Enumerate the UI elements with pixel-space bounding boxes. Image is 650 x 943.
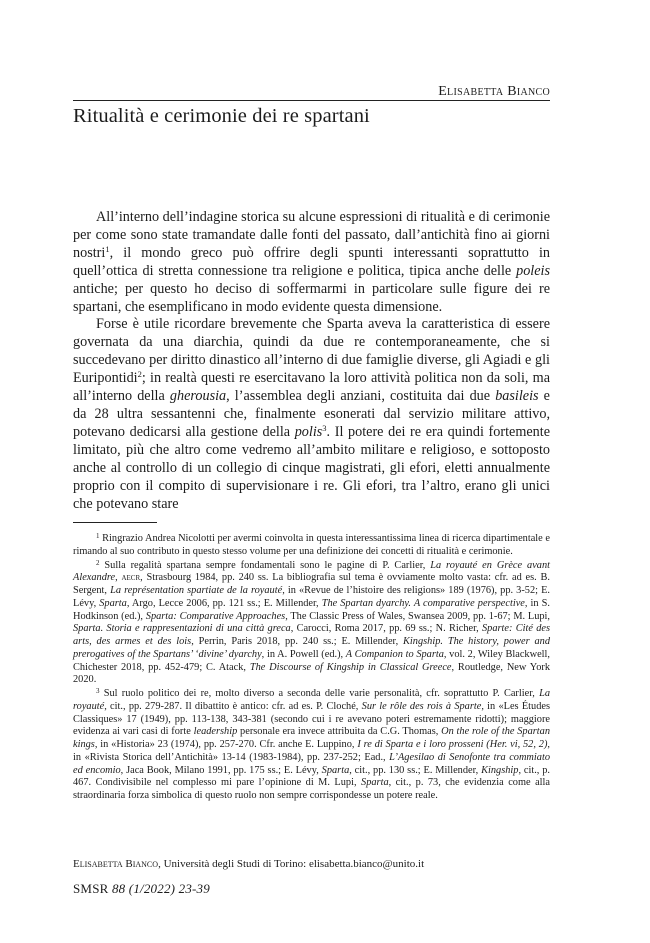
footnote-number: 3 xyxy=(96,687,100,695)
body-text xyxy=(73,209,550,513)
footnote-number: 1 xyxy=(96,532,100,540)
header-rule xyxy=(73,100,550,101)
affiliation-author: Elisabetta Bianco xyxy=(73,858,159,870)
running-head xyxy=(73,84,550,100)
body-paragraph-1: All’interno dell’indagine storica su alcune espressioni di ritualità e di cerimonie per come sono state tramandate dalle fonti del passato, dall’antichità fino ai giorni nostri$^1$, il mondo greco può offrire degli spunti interessanti soprattutto in quell’ottica di stretta connessione tra religione e politica, tipica anche delle poleis antiche; per questo ho deciso di soffermarmi in particolare sulle figure dei re spartani, che esemplificano in modo evidente questa dimensione. xyxy=(73,209,550,315)
affiliation-text: , Università degli Studi di Torino: elisabetta.bianco@unito.it xyxy=(158,858,425,870)
footnote-separator xyxy=(73,522,157,523)
running-head-author: Elisabetta Bianco xyxy=(438,84,550,99)
footnote-ref-2[interactable]: 2 xyxy=(137,369,142,380)
journal-volume: 88 (1/2022) 23-39 xyxy=(111,881,210,896)
journal-reference xyxy=(73,881,210,897)
footnotes xyxy=(73,533,550,804)
footnote-number: 2 xyxy=(96,558,100,567)
author-affiliation xyxy=(73,858,424,870)
footnote-3: $^3$ Sul ruolo politico dei re, molto diverso a seconda delle varie personalità, cfr. soprattutto P. Carlier, La royauté, cit., pp. 279-287. Il dibattito è antico: cfr. ad es. P. Cloché, Sur le rôle des rois à Sparte, in «Les Études Classiques» 17 (1949), pp. 113-138, 343-381 (secondo cui i re avevano poteri estremamente ridotti); maggiore evidenza ai vari casi di forte leadership personale era invece attribuita da C.G. Thomas, On the role of the Spartan kings, in «Historia» 23 (1974), pp. 257-270. Cfr. anche E. Luppino, I re di Sparta e i loro prosseni (Her. vi, 52, 2), in «Rivista Storica dell’Antichità» 13-14 (1983-1984), pp. 237-252; Ead., L’Agesilao di Senofonte tra commiato ed encomio, Jaca Book, Milano 1991, pp. 175 ss.; E. Lévy, Sparta, cit., pp. 130 ss.; E. Millender, Kingship, cit., p. 467. Condivisibile nel complesso mi pare l’opinione di M. Lupi, Sparta, cit., p. 73, che evidenzia come alla straordinaria forza simbolica di questo ruolo non sempre corrispondesse un potere reale. xyxy=(73,687,551,801)
footnote-1: $^1$ Ringrazio Andrea Nicolotti per avermi coinvolta in questa interessantissima linea di ricerca dipartimentale e rimando al suo contributo in questo stesso volume per una definizione dei concetti di ritualità e cerimonie. xyxy=(73,532,550,557)
footnote-ref-1[interactable]: 1 xyxy=(105,243,110,254)
body-paragraph-2: Forse è utile ricordare brevemente che Sparta aveva la caratteristica di essere governata da una diarchia, quindi da due re contemporaneamente, che si succedevano per diritto dinastico all’interno di due famiglie diverse, gli Agiadi e gli Euripontidi$^2$; in realtà questi re esercitavano la loro attività politica non da soli, ma all’interno della gherousia, l’assemblea degli anziani, costituita dai due basileis e da 28 ultra sessantenni che, finalmente esonerati dal servizio militare attivo, potevano dedicarsi alla gestione della polis$^3$. Il potere dei re era quindi fortemente limitato, più che altro come vedremo all’ambito militare e religioso, e sottoposto anche al controllo di un collegio di cinque magistrati, gli efori, eletti annualmente proprio con il compito di supervisionare i re. Gli efori, tra l’altro, erano gli unici che potevano stare xyxy=(73,316,550,512)
footnote-ref-3[interactable]: 3 xyxy=(322,422,327,433)
footnote-2: $^2$ Sulla regalità spartana sempre fondamentali sono le pagine di P. Carlier, La royauté en Grèce avant Alexandre, aecr, Strasbourg 1984, pp. 240 ss. La bibliografia sul tema è ovviamente molto vasta: cfr. ad es. B. Sergent, La représentation spartiate de la royauté, in «Revue de l’histoire des religions» 189 (1976), pp. 3-52; E. Lévy, Sparta, Argo, Lecce 2006, pp. 121 ss.; E. Millender, The Spartan dyarchy. A comparative perspective, in S. Hodkinson (ed.), Sparta: Comparative Approaches, The Classic Press of Wales, Swansea 2009, pp. 1-67; M. Lupi, Sparta. Storia e rappresentazioni di una città greca, Carocci, Roma 2017, pp. 69 ss.; N. Richer, Sparte: Cité des arts, des armes et des lois, Perrin, Paris 2018, pp. 240 ss.; E. Millender, Kingship. The history, power and prerogatives of the Spartans’ ‘divine’ dyarchy, in A. Powell (ed.), A Companion to Sparta, vol. 2, Wiley Blackwell, Chichester 2018, pp. 452-479; C. Atack, The Discourse of Kingship in Classical Greece, Routledge, New York 2020. xyxy=(73,558,551,686)
journal-name: SMSR xyxy=(73,881,109,896)
article-title: Ritualità e cerimonie dei re spartani xyxy=(73,105,370,127)
